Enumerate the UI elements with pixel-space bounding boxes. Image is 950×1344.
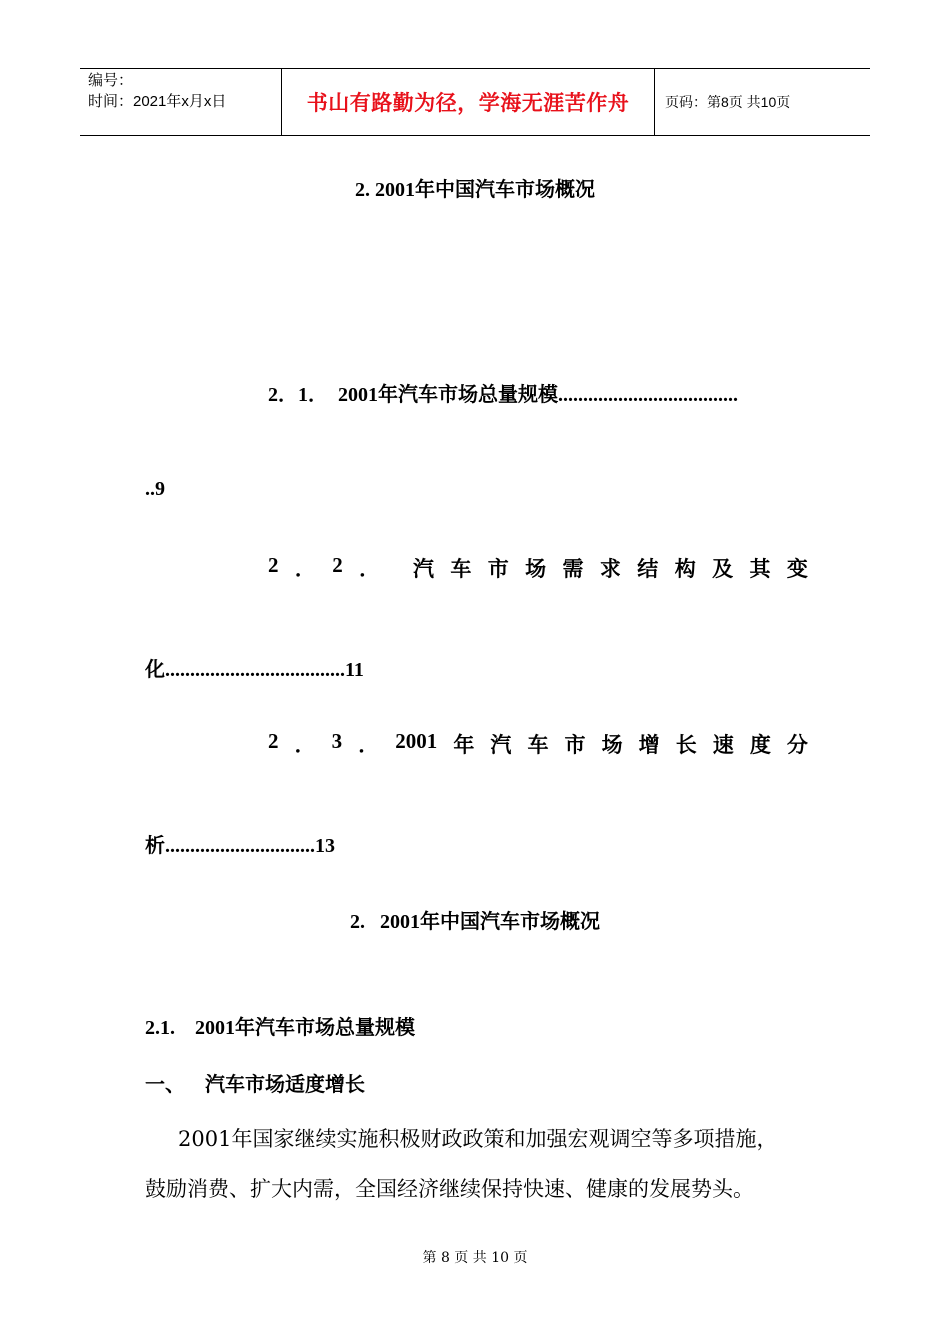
page-header bbox=[80, 68, 870, 136]
toc-title: 2. 2001年中国汽车市场概况 bbox=[355, 179, 595, 201]
doc-number-label: 编号： bbox=[88, 72, 134, 89]
header-motto: 书山有路勤为径，学海无涯苦作舟 bbox=[306, 91, 630, 115]
toc-entry-3-continuation: 析..............................13 bbox=[145, 835, 335, 857]
toc-entry-2-continuation: 化....................................11 bbox=[145, 659, 364, 681]
toc-entry-1 bbox=[268, 378, 738, 407]
toc-entry-2: 2 ． 2 ． 汽 车 市 场 需 求 结 构 及 其 变 bbox=[268, 553, 808, 581]
paragraph-line-2: 鼓励消费、扩大内需，全国经济继续保持快速、健康的发展势头。 bbox=[145, 1177, 754, 1201]
doc-time-label: 时间：2021年x月x日 bbox=[88, 93, 227, 110]
chapter-heading: 2. 2001年中国汽车市场概况 bbox=[350, 911, 600, 933]
toc-entry-text: 2001年汽车市场总量规模.................................... bbox=[338, 384, 738, 406]
toc-entry-3: 2 ． 3 ． 2001 年 汽 车 市 场 增 长 速 度 分 bbox=[268, 729, 808, 757]
toc-entry-1-continuation: ..9 bbox=[145, 478, 165, 500]
page-footer: 第 8 页 共 10 页 bbox=[422, 1250, 528, 1266]
header-page-label: 页码：第8页 共10页 bbox=[665, 94, 791, 110]
header-page-cell bbox=[655, 69, 870, 135]
header-meta bbox=[80, 69, 282, 135]
section-heading: 2.1. 2001年汽车市场总量规模 bbox=[145, 1017, 415, 1039]
subsection-heading: 一、 汽车市场适度增长 bbox=[145, 1074, 365, 1096]
header-motto-cell bbox=[282, 69, 655, 135]
paragraph-line-1: 2001年国家继续实施积极财政政策和加强宏观调空等多项措施， bbox=[178, 1127, 778, 1151]
toc-entry-num: 2．1． bbox=[268, 384, 328, 406]
